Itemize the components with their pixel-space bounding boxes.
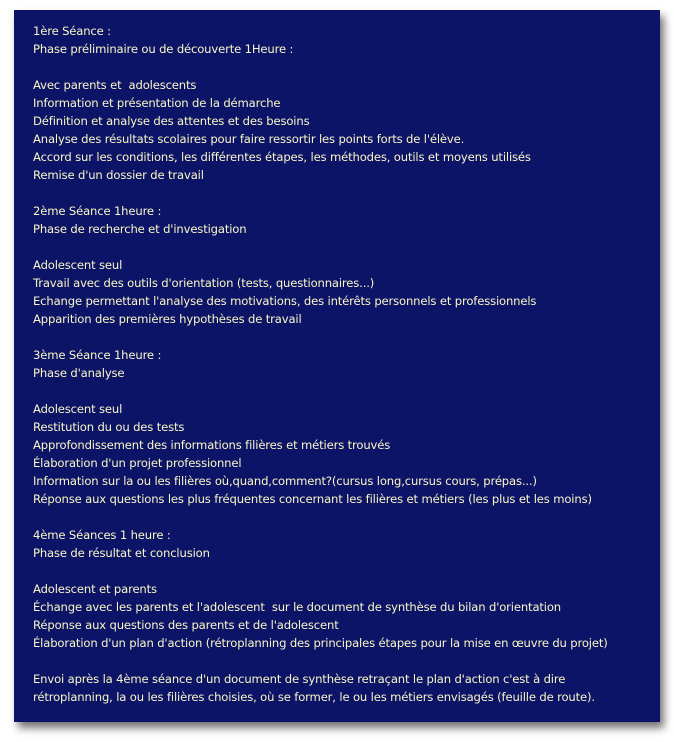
spacer: [33, 58, 660, 76]
session-1-item: Analyse des résultats scolaires pour faire ressortir les points forts de l'élève.: [33, 132, 465, 146]
session-4-phase: Phase de résultat et conclusion: [33, 546, 210, 560]
spacer: [33, 184, 660, 202]
spacer: [33, 382, 660, 400]
session-4-item: Élaboration d'un plan d'action (rétroplanning des principales étapes pour la mise en œuvre du projet): [33, 636, 608, 650]
session-1-item: Remise d'un dossier de travail: [33, 168, 204, 182]
spacer: [33, 562, 660, 580]
session-2-item: Echange permettant l'analyse des motivations, des intérêts personnels et professionnels: [33, 294, 537, 308]
session-4-item: Réponse aux questions des parents et de l'adolescent: [33, 618, 339, 632]
session-1-phase: Phase préliminaire ou de découverte 1Heure :: [33, 42, 294, 56]
session-2-participants: Adolescent seul: [33, 258, 123, 272]
session-4-item: Échange avec les parents et l'adolescent sur le document de synthèse du bilan d'orientation: [33, 600, 562, 614]
session-3-item: Approfondissement des informations filières et métiers trouvés: [33, 438, 391, 452]
session-1-item: Accord sur les conditions, les différentes étapes, les méthodes, outils et moyens utilisés: [33, 150, 531, 164]
session-2-phase: Phase de recherche et d'investigation: [33, 222, 247, 236]
session-1-item: Définition et analyse des attentes et des besoins: [33, 114, 310, 128]
session-4-participants: Adolescent et parents: [33, 582, 157, 596]
session-2-item: Travail avec des outils d'orientation (tests, questionnaires...): [33, 276, 375, 290]
conclusion-line-2: rétroplanning, la ou les filières choisies, où se former, le ou les métiers envisagés (feuille de route).: [33, 690, 595, 704]
content-panel: [14, 10, 660, 722]
session-3-item: Réponse aux questions les plus fréquentes concernant les filières et métiers (les plus et les moins): [33, 492, 592, 506]
session-3-title: 3ème Séance 1heure :: [33, 348, 162, 362]
session-2-title: 2ème Séance 1heure :: [33, 204, 162, 218]
spacer: [33, 652, 660, 670]
spacer: [33, 328, 660, 346]
session-3-item: Élaboration d'un projet professionnel: [33, 456, 242, 470]
session-3-phase: Phase d'analyse: [33, 366, 125, 380]
spacer: [33, 238, 660, 256]
session-3-item: Restitution du ou des tests: [33, 420, 185, 434]
session-4-title: 4ème Séances 1 heure :: [33, 528, 171, 542]
session-1-participants: Avec parents et adolescents: [33, 78, 197, 92]
session-3-participants: Adolescent seul: [33, 402, 123, 416]
conclusion-line-1: Envoi après la 4ème séance d'un document de synthèse retraçant le plan d'action c'est à dire: [33, 672, 566, 686]
session-2-item: Apparition des premières hypothèses de travail: [33, 312, 302, 326]
spacer: [33, 508, 660, 526]
session-1-item: Information et présentation de la démarche: [33, 96, 281, 110]
session-3-item: Information sur la ou les filières où,quand,comment?(cursus long,cursus cours, prépas...): [33, 474, 537, 488]
session-1-title: 1ère Séance :: [33, 24, 111, 38]
